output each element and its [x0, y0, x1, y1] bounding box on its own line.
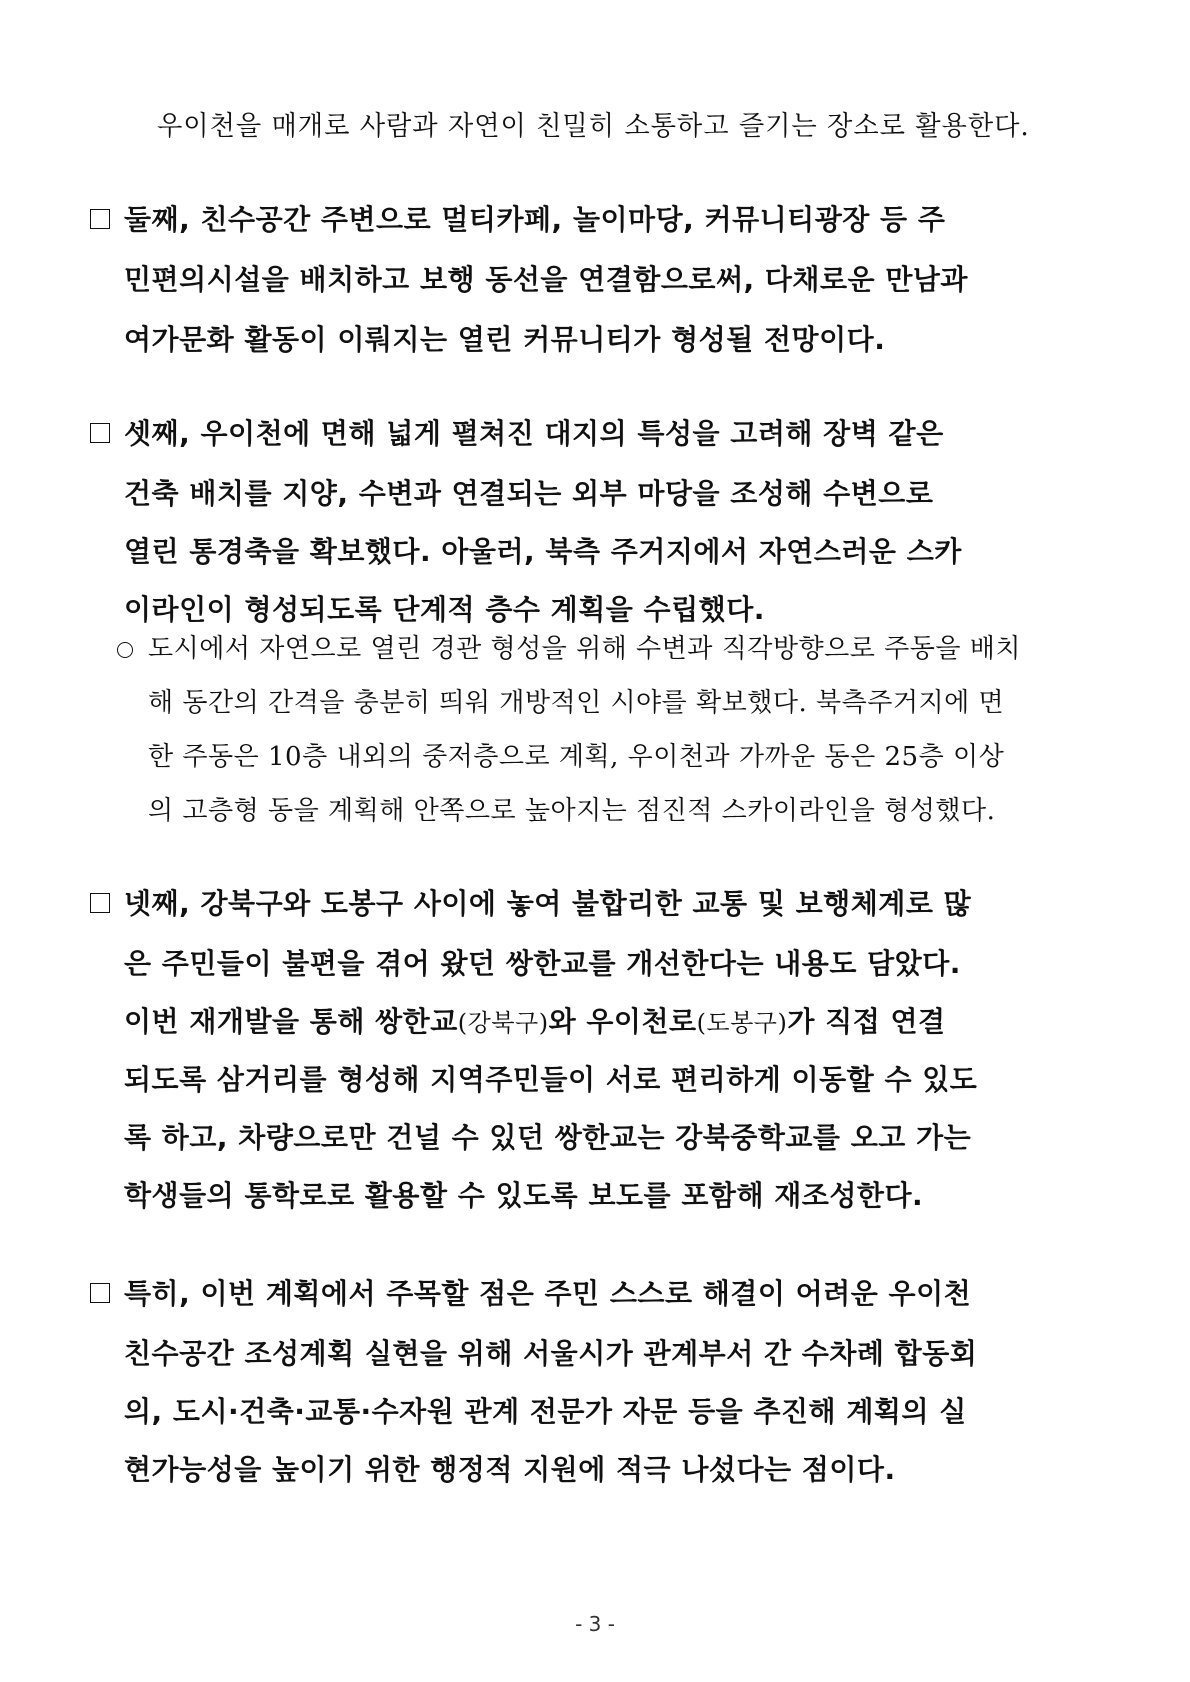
section-line: 은 주민들이 불편을 겪어 왔던 쌍한교를 개선한다는 내용도 담았다. [124, 947, 961, 980]
district-label: (도봉구) [696, 1009, 788, 1037]
checkbox-bullet-icon [90, 423, 110, 443]
circle-bullet-icon [117, 642, 133, 658]
checkbox-bullet-icon [90, 1283, 110, 1303]
section-line: 민편의시설을 배치하고 보행 동선을 연결함으로써, 다채로운 만남과 [124, 263, 968, 296]
section-line: 셋째, 우이천에 면해 넓게 펼쳐진 대지의 특성을 고려해 장벽 같은 [124, 417, 944, 450]
sub-line: 도시에서 자연으로 열린 경관 형성을 위해 수변과 직각방향으로 주동을 배치 [148, 634, 1021, 664]
section-line-mixed [124, 1005, 946, 1038]
section-line: 의, 도시·건축·교통·수자원 관계 전문가 자문 등을 추진해 계획의 실 [124, 1395, 967, 1428]
district-label: (강북구) [457, 1009, 549, 1037]
section-line: 넷째, 강북구와 도봉구 사이에 놓여 불합리한 교통 및 보행체계로 많 [124, 887, 972, 920]
section-line: 록 하고, 차량으로만 건널 수 있던 쌍한교는 강북중학교를 오고 가는 [124, 1121, 972, 1154]
sub-line: 의 고층형 동을 계획해 안쪽으로 높아지는 점진적 스카이라인을 형성했다. [148, 796, 996, 826]
section-line: 학생들의 통학로로 활용할 수 있도록 보도를 포함해 재조성한다. [124, 1179, 924, 1212]
checkbox-bullet-icon [90, 893, 110, 913]
checkbox-bullet-icon [90, 209, 110, 229]
line-segment: 와 우이천로 [548, 1005, 697, 1038]
page-number: - 3 - [575, 1612, 615, 1636]
section-line: 이라인이 형성되도록 단계적 층수 계획을 수립했다. [124, 593, 765, 626]
intro-line: 우이천을 매개로 사람과 자연이 친밀히 소통하고 즐기는 장소로 활용한다. [157, 111, 1030, 142]
section-line: 건축 배치를 지양, 수변과 연결되는 외부 마당을 조성해 수변으로 [124, 477, 934, 510]
sub-line: 한 주동은 10층 내외의 중저층으로 계획, 우이천과 가까운 동은 25층 이상 [148, 742, 1005, 772]
line-segment: 이번 재개발을 통해 쌍한교 [124, 1005, 458, 1038]
section-line: 현가능성을 높이기 위한 행정적 지원에 적극 나섰다는 점이다. [124, 1453, 896, 1486]
section-line: 둘째, 친수공간 주변으로 멀티카페, 놀이마당, 커뮤니티광장 등 주 [124, 203, 946, 236]
section-line: 되도록 삼거리를 형성해 지역주민들이 서로 편리하게 이동할 수 있도 [124, 1063, 978, 1096]
sub-line: 해 동간의 간격을 충분히 띄워 개방적인 시야를 확보했다. 북측주거지에 면 [148, 688, 1005, 718]
section-line: 친수공간 조성계획 실현을 위해 서울시가 관계부서 간 수차례 합동회 [124, 1337, 978, 1370]
line-segment: 가 직접 연결 [787, 1005, 946, 1038]
section-line: 여가문화 활동이 이뤄지는 열린 커뮤니티가 형성될 전망이다. [124, 323, 886, 356]
section-line: 특히, 이번 계획에서 주목할 점은 주민 스스로 해결이 어려운 우이천 [124, 1277, 972, 1310]
section-line: 열린 통경축을 확보했다. 아울러, 북측 주거지에서 자연스러운 스카 [124, 535, 962, 568]
